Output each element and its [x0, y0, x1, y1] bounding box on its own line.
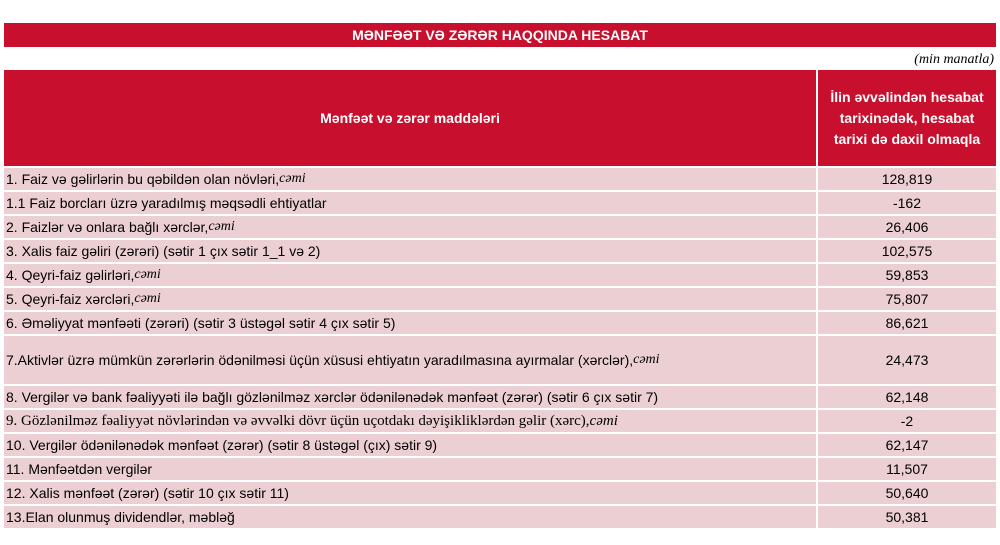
table-row — [4, 434, 996, 456]
table-row — [4, 240, 996, 262]
table-row — [4, 192, 996, 214]
report-title: MƏNFƏƏT VƏ ZƏRƏR HAQQINDA HESABAT — [4, 23, 996, 47]
table-row — [4, 336, 996, 384]
row-value: 62,148 — [818, 386, 996, 408]
row-label: 2. Faizlər və onlara bağlı xərclər, cəmi — [4, 216, 816, 238]
row-label: 5. Qeyri-faiz xərcləri, cəmi — [4, 288, 816, 310]
table-row — [4, 410, 996, 432]
table-row — [4, 506, 996, 528]
table-row — [4, 168, 996, 190]
row-value: 11,507 — [818, 458, 996, 480]
table-row — [4, 458, 996, 480]
header-items-column: Mənfəət və zərər maddələri — [4, 70, 816, 166]
units-note: (min manatla) — [914, 52, 994, 67]
row-label: 12. Xalis mənfəət (zərər) (sətir 10 çıx sətir 11) — [4, 482, 816, 504]
row-label: 10. Vergilər ödənilənədək mənfəət (zərər) (sətir 8 üstəgəl (çıx) sətir 9) — [4, 434, 816, 456]
row-label: 6. Əməliyyat mənfəəti (zərəri) (sətir 3 üstəgəl sətir 4 çıx sətir 5) — [4, 312, 816, 334]
row-value: 86,621 — [818, 312, 996, 334]
row-label: 11. Mənfəətdən vergilər — [4, 458, 816, 480]
table-row — [4, 482, 996, 504]
row-label: 7.Aktivlər üzrə mümkün zərərlərin ödənilməsi üçün xüsusi ehtiyatın yaradılmasına ayırmalar (xərclər), cəmi — [4, 336, 816, 384]
row-value: 128,819 — [818, 168, 996, 190]
header-period-column: İlin əvvəlindən hesabat tarixinədək, hesabat tarixi də daxil olmaqla — [818, 70, 996, 166]
row-value: 75,807 — [818, 288, 996, 310]
table-row — [4, 288, 996, 310]
table-row — [4, 386, 996, 408]
report-table-body — [4, 168, 996, 530]
row-value: 50,381 — [818, 506, 996, 528]
row-value: -2 — [818, 410, 996, 432]
row-value: 59,853 — [818, 264, 996, 286]
row-label: 1.1 Faiz borcları üzrə yaradılmış məqsədli ehtiyatlar — [4, 192, 816, 214]
row-value: -162 — [818, 192, 996, 214]
row-value: 62,147 — [818, 434, 996, 456]
row-value: 26,406 — [818, 216, 996, 238]
row-label: 9. Gözlənilməz fəaliyyət növlərindən və əvvəlki dövr üçün uçotdakı dəyişikliklərdən gəlir (xərc), cəmi — [4, 410, 816, 432]
row-label: 13.Elan olunmuş dividendlər, məbləğ — [4, 506, 816, 528]
table-row — [4, 216, 996, 238]
row-label: 8. Vergilər və bank fəaliyyəti ilə bağlı gözlənilməz xərclər ödənilənədək mənfəət (zərər) (sətir 6 çıx sətir 7) — [4, 386, 816, 408]
table-row — [4, 312, 996, 334]
row-value: 24,473 — [818, 336, 996, 384]
row-value: 102,575 — [818, 240, 996, 262]
table-row — [4, 264, 996, 286]
row-label: 3. Xalis faiz gəliri (zərəri) (sətir 1 çıx sətir 1_1 və 2) — [4, 240, 816, 262]
row-label: 4. Qeyri-faiz gəlirləri, cəmi — [4, 264, 816, 286]
row-value: 50,640 — [818, 482, 996, 504]
row-label: 1. Faiz və gəlirlərin bu qəbildən olan növləri, cəmi — [4, 168, 816, 190]
